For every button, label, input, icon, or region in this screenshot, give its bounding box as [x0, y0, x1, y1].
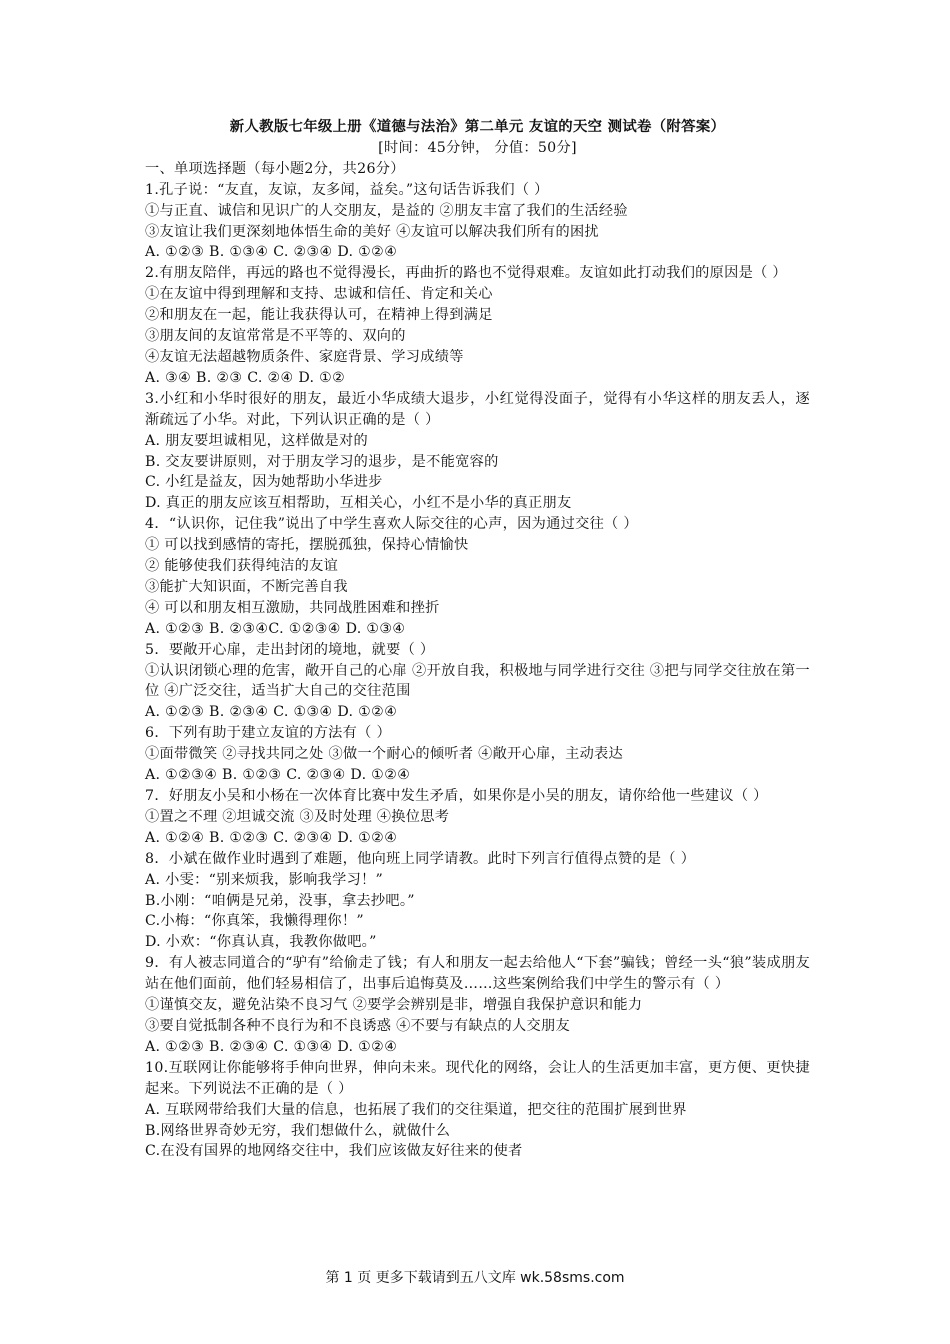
option-line: ④ 可以和朋友相互激励，共同战胜困难和挫折	[145, 599, 440, 616]
option-line: A. ①②③ B. ②③④C. ①②③④ D. ①③④	[145, 620, 406, 637]
option-line: A. ①②③④ B. ①②③ C. ②③④ D. ①②④	[145, 767, 411, 784]
question-7	[145, 786, 810, 849]
question-5	[145, 640, 810, 724]
question-stem: 1.孔子说：“友直，友谅，友多闻，益矣。”这句话告诉我们（ ）	[145, 181, 549, 198]
question-stem: 3.小红和小华时很好的朋友，最近小华成绩大退步，小红觉得没面子，觉得有小华这样的朋友丢人，逐渐疏远了小华。对此，下列认识正确的是（ ）	[145, 390, 810, 428]
option-line: ①面带微笑 ②寻找共同之处 ③做一个耐心的倾听者 ④敞开心扉，主动表达	[145, 746, 624, 763]
option-line: ②和朋友在一起，能让我获得认可，在精神上得到满足	[145, 307, 493, 324]
question-4	[145, 514, 810, 639]
option-line: ①置之不理 ②坦诚交流 ③及时处理 ④换位思考	[145, 808, 450, 825]
option-line: A. 互联网带给我们大量的信息，也拓展了我们的交往渠道，把交往的范围扩展到世界	[145, 1101, 687, 1118]
question-stem: 7．好朋友小吴和小杨在一次体育比赛中发生矛盾，如果你是小吴的朋友，请你给他一些建议（ ）	[145, 788, 768, 804]
option-line: ③要自觉抵制各种不良行为和不良诱惑 ④不要与有缺点的人交朋友	[145, 1017, 570, 1034]
option-line: ①与正直、诚信和见识广的人交朋友，是益的 ②朋友丰富了我们的生活经验	[145, 202, 628, 219]
option-line: A. 小雯：“别来烦我，影响我学习！”	[145, 871, 384, 888]
option-line: A. ①②③ B. ①③④ C. ②③④ D. ①②④	[145, 244, 398, 261]
option-line: B.网络世界奇妙无穷，我们想做什么，就做什么	[145, 1122, 451, 1139]
option-line: ①在友谊中得到理解和支持、忠诚和信任、肯定和关心	[145, 286, 493, 303]
document-body	[145, 117, 810, 1162]
question-8	[145, 849, 810, 954]
option-line: C.在没有国界的地网络交往中，我们应该做友好往来的使者	[145, 1143, 523, 1160]
option-line: A. ①②③ B. ②③④ C. ①③④ D. ①②④	[145, 704, 398, 721]
option-line: A. ①②④ B. ①②③ C. ②③④ D. ①②④	[145, 829, 398, 846]
question-stem: 4．“认识你，记住我”说出了中学生喜欢人际交往的心声，因为通过交往（ ）	[145, 516, 638, 533]
option-line: A. 朋友要坦诚相见，这样做是对的	[145, 432, 368, 449]
option-line: C.小梅：“你真笨，我懒得理你！”	[145, 913, 364, 930]
option-line: D. 小欢：“你真认真，我教你做吧。”	[145, 934, 377, 951]
question-stem: 9．有人被志同道合的“驴有”给偷走了钱；有人和朋友一起去给他人“下套”骗钱；曾经一头“狼”装成朋友站在他们面前，他们轻易相信了，出事后追悔莫及……这些案例给我们中学生的警示有（ ）	[145, 955, 810, 993]
question-stem: 8．小斌在做作业时遇到了难题，他向班上同学请教。此时下列言行值得点赞的是（ ）	[145, 850, 696, 867]
question-stem: 2.有朋友陪伴，再远的路也不觉得漫长，再曲折的路也不觉得艰难。友谊如此打动我们的原因是（ ）	[145, 265, 787, 282]
option-line: C. 小红是益友，因为她帮助小华进步	[145, 474, 383, 491]
question-stem: 6．下列有助于建立友谊的方法有（ ）	[145, 725, 391, 742]
question-stem: 10.互联网让你能够将手伸向世界，伸向未来。现代化的网络，会让人的生活更加丰富，更方便、更快捷起来。下列说法不正确的是（ ）	[145, 1059, 810, 1097]
question-9	[145, 953, 810, 1058]
option-line: B. 交友要讲原则，对于朋友学习的退步，是不能宽容的	[145, 453, 499, 470]
option-line: ③能扩大知识面，不断完善自我	[145, 578, 348, 595]
section-heading: 一、单项选择题（每小题2分，共26分）	[145, 160, 405, 177]
question-stem: 5．要敞开心扉，走出封闭的境地，就要（ ）	[145, 641, 435, 658]
question-list	[145, 180, 810, 1163]
question-10	[145, 1058, 810, 1163]
question-2	[145, 263, 810, 388]
option-line: ③友谊让我们更深刻地体悟生命的美好 ④友谊可以解决我们所有的困扰	[145, 223, 599, 240]
option-line: D. 真正的朋友应该互相帮助，互相关心，小红不是小华的真正朋友	[145, 495, 572, 512]
document-subtitle: [时间：45分钟， 分值：50分]	[378, 139, 577, 156]
question-3	[145, 389, 810, 514]
question-1	[145, 180, 810, 264]
option-line: ① 可以找到感情的寄托，摆脱孤独，保持心情愉快	[145, 537, 469, 554]
option-line: ② 能够使我们获得纯洁的友谊	[145, 558, 339, 575]
option-line: A. ①②③ B. ②③④ C. ①③④ D. ①②④	[145, 1038, 398, 1055]
option-line: ①谨慎交友，避免沾染不良习气 ②要学会辨别是非，增强自我保护意识和能力	[145, 997, 643, 1014]
option-line: B.小刚：“咱俩是兄弟，没事，拿去抄吧。”	[145, 892, 415, 909]
option-line: ④友谊无法超越物质条件、家庭背景、学习成绩等	[145, 348, 464, 365]
question-6	[145, 723, 810, 786]
page-footer: 第 1 页 更多下载请到五八文库 wk.58sms.com	[325, 1270, 625, 1286]
document-title: 新人教版七年级上册《道德与法治》第二单元 友谊的天空 测试卷（附答案）	[229, 118, 726, 135]
option-line: ③朋友间的友谊常常是不平等的、双向的	[145, 328, 406, 345]
option-line: A. ③④ B. ②③ C. ②④ D. ①②	[145, 369, 346, 386]
option-line: ①认识闭锁心理的危害，敞开自己的心扉 ②开放自我，积极地与同学进行交往 ③把与同学交往放在第一位 ④广泛交往，适当扩大自己的交往范围	[145, 662, 810, 700]
